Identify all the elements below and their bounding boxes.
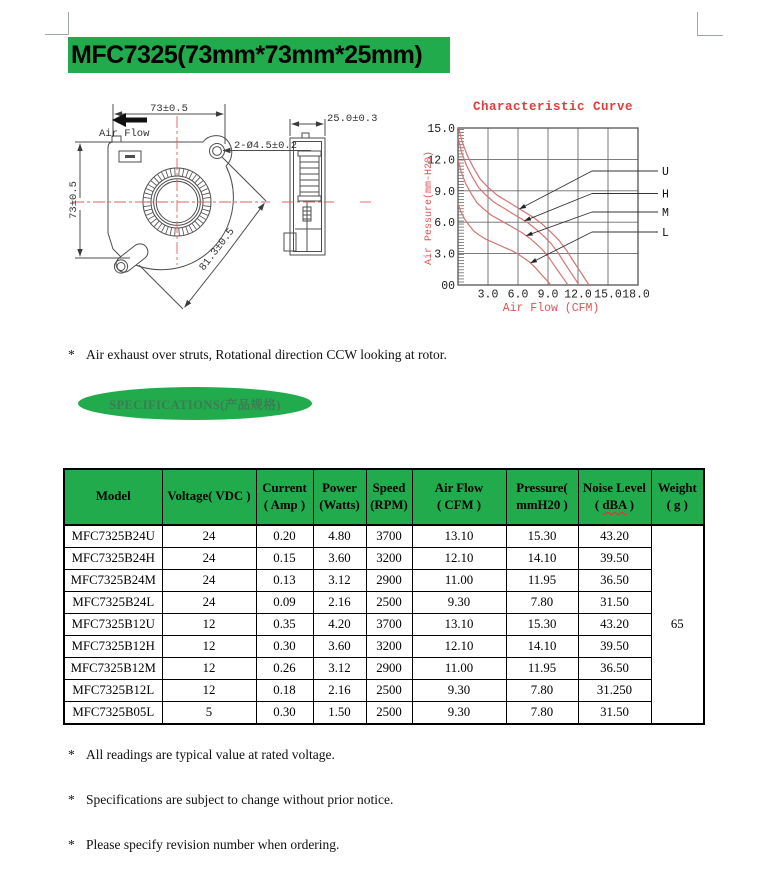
table-cell: 36.50 bbox=[578, 570, 651, 592]
chart-title: Characteristic Curve bbox=[472, 100, 634, 114]
table-cell: 3200 bbox=[366, 548, 412, 570]
footnote-text: Specifications are subject to change without prior notice. bbox=[86, 792, 394, 807]
footnote-3 bbox=[68, 837, 688, 853]
table-cell: 31.50 bbox=[578, 592, 651, 614]
note-text: Air exhaust over struts, Rotational direction CCW looking at rotor. bbox=[86, 347, 447, 362]
specifications-badge bbox=[78, 387, 312, 420]
x-tick-label: 9.0 bbox=[537, 288, 559, 302]
table-cell: 3.60 bbox=[313, 548, 366, 570]
crop-mark-top-left bbox=[45, 12, 69, 35]
x-tick-label: 15.0 bbox=[594, 288, 622, 302]
column-header: Current ( Amp ) bbox=[256, 469, 313, 525]
air-flow-arrow bbox=[112, 113, 147, 127]
table-row bbox=[64, 680, 704, 702]
table-cell: 9.30 bbox=[412, 592, 506, 614]
table-cell: 12 bbox=[162, 614, 256, 636]
table-cell: 9.30 bbox=[412, 680, 506, 702]
table-cell: 12.10 bbox=[412, 636, 506, 658]
table-cell: 1.50 bbox=[313, 702, 366, 725]
table-cell: 12.10 bbox=[412, 548, 506, 570]
table-cell: 12 bbox=[162, 680, 256, 702]
table-cell: 43.20 bbox=[578, 614, 651, 636]
table-cell: 3700 bbox=[366, 614, 412, 636]
table-cell: MFC7325B05L bbox=[64, 702, 162, 725]
table-cell: 24 bbox=[162, 592, 256, 614]
table-cell: 7.80 bbox=[506, 592, 578, 614]
column-header: Model bbox=[64, 469, 162, 525]
table-cell: 2500 bbox=[366, 680, 412, 702]
table-cell: 24 bbox=[162, 570, 256, 592]
pq-curves bbox=[458, 125, 589, 285]
table-cell: 15.30 bbox=[506, 525, 578, 548]
column-header: Weight ( g ) bbox=[651, 469, 704, 525]
page-title: MFC7325(73mm*73mm*25mm) bbox=[68, 37, 450, 73]
y-tick-label: 3.0 bbox=[434, 248, 455, 262]
note-bullet: * bbox=[68, 347, 75, 362]
table-cell: 0.18 bbox=[256, 680, 313, 702]
footnote-bullet: * bbox=[68, 747, 75, 762]
table-cell: 11.95 bbox=[506, 570, 578, 592]
table-cell: 0.15 bbox=[256, 548, 313, 570]
table-cell: MFC7325B24M bbox=[64, 570, 162, 592]
y-tick-label: 15.0 bbox=[427, 123, 455, 136]
footnote-2 bbox=[68, 792, 688, 808]
table-cell: 39.50 bbox=[578, 636, 651, 658]
table-cell: 0.30 bbox=[256, 636, 313, 658]
table-cell: 39.50 bbox=[578, 548, 651, 570]
table-cell: 3200 bbox=[366, 636, 412, 658]
curve-label-U: U bbox=[662, 166, 669, 179]
table-cell: 12 bbox=[162, 658, 256, 680]
chart-ylabel: Air Pessure(mm-H20) bbox=[424, 150, 435, 266]
table-cell: 2500 bbox=[366, 592, 412, 614]
x-tick-label: 12.0 bbox=[564, 288, 592, 302]
table-cell: 43.20 bbox=[578, 525, 651, 548]
table-row bbox=[64, 570, 704, 592]
table-cell: 0.13 bbox=[256, 570, 313, 592]
y-tick-label: 12.0 bbox=[427, 154, 455, 168]
dim-depth-label: 25.0±0.3 bbox=[327, 113, 378, 125]
dim-width-label: 73±0.5 bbox=[150, 103, 188, 115]
table-cell: 11.00 bbox=[412, 570, 506, 592]
fan-dimension-drawing bbox=[55, 95, 390, 330]
curve-leader-lines bbox=[520, 171, 658, 263]
table-cell: 13.10 bbox=[412, 614, 506, 636]
table-cell: MFC7325B24U bbox=[64, 525, 162, 548]
table-cell: 36.50 bbox=[578, 658, 651, 680]
specifications-table bbox=[63, 468, 705, 725]
table-row bbox=[64, 525, 704, 548]
table-cell: 24 bbox=[162, 525, 256, 548]
table-cell: 0.30 bbox=[256, 702, 313, 725]
y-tick-label: 9.0 bbox=[434, 185, 455, 199]
table-cell: MFC7325B24L bbox=[64, 592, 162, 614]
table-cell: 0.35 bbox=[256, 614, 313, 636]
footnote-bullet: * bbox=[68, 792, 75, 807]
air-flow-label: Air Flow bbox=[99, 128, 150, 140]
curve-label-H: H bbox=[662, 188, 669, 202]
chart-grid bbox=[458, 128, 638, 285]
table-cell: 2.16 bbox=[313, 592, 366, 614]
table-cell: 0.26 bbox=[256, 658, 313, 680]
dim-height-label: 73±0.5 bbox=[68, 181, 80, 219]
chart-xlabel: Air Flow (CFM) bbox=[502, 302, 600, 315]
footnote-1 bbox=[68, 747, 688, 763]
specifications-badge-label: SPECIFICATIONS(产品规格) bbox=[109, 397, 281, 412]
table-cell: 9.30 bbox=[412, 702, 506, 725]
table-row bbox=[64, 548, 704, 570]
pq-curve-U bbox=[458, 125, 589, 285]
diag-dim-label: 81.3±0.5 bbox=[197, 226, 238, 274]
table-cell: 14.10 bbox=[506, 548, 578, 570]
table-row bbox=[64, 592, 704, 614]
column-header: Noise Level ( dBA ) bbox=[578, 469, 651, 525]
x-tick-label: 18.0 bbox=[622, 288, 650, 302]
column-header: Speed (RPM) bbox=[366, 469, 412, 525]
hole-callout-label: 2-Ø4.5±0.2 bbox=[234, 140, 298, 152]
table-cell: 4.20 bbox=[313, 614, 366, 636]
crop-mark-top-right bbox=[697, 12, 723, 36]
table-cell: 31.250 bbox=[578, 680, 651, 702]
footnote-text: All readings are typical value at rated voltage. bbox=[86, 747, 335, 762]
table-cell: 7.80 bbox=[506, 680, 578, 702]
table-cell: 3.12 bbox=[313, 570, 366, 592]
table-row bbox=[64, 636, 704, 658]
table-row bbox=[64, 614, 704, 636]
table-cell: MFC7325B24H bbox=[64, 548, 162, 570]
footnote-text: Please specify revision number when ordering. bbox=[86, 837, 340, 852]
column-header: Power (Watts) bbox=[313, 469, 366, 525]
y-tick-label: 00 bbox=[441, 280, 455, 293]
table-cell: 0.20 bbox=[256, 525, 313, 548]
curve-label-M: M bbox=[662, 207, 669, 220]
table-cell: 11.00 bbox=[412, 658, 506, 680]
y-tick-label: 6.0 bbox=[434, 217, 455, 231]
exhaust-note bbox=[68, 347, 688, 363]
table-cell: 7.80 bbox=[506, 702, 578, 725]
footnote-bullet: * bbox=[68, 837, 75, 852]
table-cell: 14.10 bbox=[506, 636, 578, 658]
column-header: Air Flow ( CFM ) bbox=[412, 469, 506, 525]
table-cell: MFC7325B12U bbox=[64, 614, 162, 636]
table-cell: 3700 bbox=[366, 525, 412, 548]
table-cell: 2500 bbox=[366, 702, 412, 725]
table-cell: 3.12 bbox=[313, 658, 366, 680]
table-cell: 3.60 bbox=[313, 636, 366, 658]
table-cell: MFC7325B12L bbox=[64, 680, 162, 702]
curve-label-L: L bbox=[662, 227, 669, 240]
table-cell: 5 bbox=[162, 702, 256, 725]
mounting-hole-top bbox=[210, 144, 225, 159]
table-cell: 12 bbox=[162, 636, 256, 658]
table-cell: MFC7325B12M bbox=[64, 658, 162, 680]
column-header: Pressure( mmH20 ) bbox=[506, 469, 578, 525]
table-cell: 2900 bbox=[366, 570, 412, 592]
table-cell: 31.50 bbox=[578, 702, 651, 725]
table-cell: 2.16 bbox=[313, 680, 366, 702]
table-cell: MFC7325B12H bbox=[64, 636, 162, 658]
table-cell: 13.10 bbox=[412, 525, 506, 548]
x-tick-label: 6.0 bbox=[507, 288, 529, 302]
column-header: Voltage( VDC ) bbox=[162, 469, 256, 525]
x-tick-label: 3.0 bbox=[477, 288, 499, 302]
table-cell: 15.30 bbox=[506, 614, 578, 636]
table-cell: 11.95 bbox=[506, 658, 578, 680]
table-cell: 0.09 bbox=[256, 592, 313, 614]
characteristic-curve-chart bbox=[420, 95, 715, 327]
table-cell: 2900 bbox=[366, 658, 412, 680]
table-cell: 24 bbox=[162, 548, 256, 570]
table-row bbox=[64, 702, 704, 725]
weight-merged-cell: 65 bbox=[651, 525, 704, 724]
table-cell: 4.80 bbox=[313, 525, 366, 548]
table-row bbox=[64, 658, 704, 680]
